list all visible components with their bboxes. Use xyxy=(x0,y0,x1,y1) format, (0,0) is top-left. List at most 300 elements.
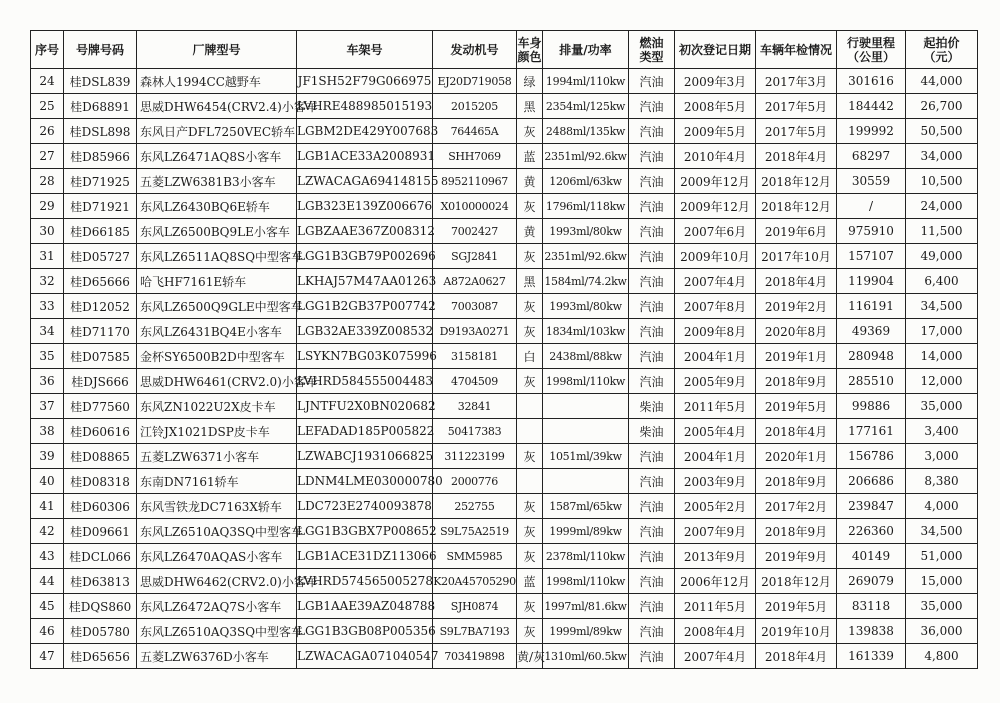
cell-first-registration-date: 2008年4月 xyxy=(675,619,756,644)
cell-plate-number: 桂D12052 xyxy=(64,294,137,319)
cell-first-registration-date: 2009年12月 xyxy=(675,194,756,219)
cell-starting-price: 12,000 xyxy=(906,369,978,394)
cell-displacement-power: 1998ml/110kw xyxy=(543,569,629,594)
cell-fuel-type: 汽油 xyxy=(629,344,675,369)
cell-first-registration-date: 2005年2月 xyxy=(675,494,756,519)
cell-annual-inspection: 2019年10月 xyxy=(756,619,837,644)
cell-starting-price: 34,500 xyxy=(906,519,978,544)
cell-starting-price: 4,000 xyxy=(906,494,978,519)
cell-vin: LDC723E2740093878 xyxy=(297,494,433,519)
cell-plate-number: 桂D60616 xyxy=(64,419,137,444)
table-row xyxy=(31,119,978,144)
cell-fuel-type: 汽油 xyxy=(629,319,675,344)
cell-index: 39 xyxy=(31,444,64,469)
cell-fuel-type: 汽油 xyxy=(629,494,675,519)
cell-fuel-type: 汽油 xyxy=(629,169,675,194)
cell-plate-number: 桂D71925 xyxy=(64,169,137,194)
cell-displacement-power: 1206ml/63kw xyxy=(543,169,629,194)
cell-annual-inspection: 2018年12月 xyxy=(756,169,837,194)
cell-plate-number: 桂D66185 xyxy=(64,219,137,244)
cell-plate-number: 桂D65656 xyxy=(64,644,137,669)
cell-body-color: 灰 xyxy=(517,619,543,644)
cell-fuel-type: 汽油 xyxy=(629,269,675,294)
cell-body-color: 灰 xyxy=(517,494,543,519)
cell-vin: LDNM4LME030000780 xyxy=(297,469,433,494)
cell-engine-number: 764465A xyxy=(433,119,517,144)
cell-first-registration-date: 2011年5月 xyxy=(675,394,756,419)
cell-first-registration-date: 2013年9月 xyxy=(675,544,756,569)
cell-fuel-type: 汽油 xyxy=(629,194,675,219)
cell-brand-model: 金杯SY6500B2D中型客车 xyxy=(137,344,297,369)
cell-brand-model: 东风LZ6500BQ9LE小客车 xyxy=(137,219,297,244)
cell-starting-price: 34,500 xyxy=(906,294,978,319)
cell-brand-model: 东风LZ6471AQ8S小客车 xyxy=(137,144,297,169)
cell-body-color xyxy=(517,419,543,444)
cell-vin: LGB32AE339Z008532 xyxy=(297,319,433,344)
cell-starting-price: 36,000 xyxy=(906,619,978,644)
cell-engine-number: X010000024 xyxy=(433,194,517,219)
table-header xyxy=(31,31,978,69)
cell-body-color: 黄 xyxy=(517,169,543,194)
cell-plate-number: 桂DQS860 xyxy=(64,594,137,619)
cell-fuel-type: 汽油 xyxy=(629,119,675,144)
cell-plate-number: 桂D71921 xyxy=(64,194,137,219)
cell-body-color: 灰 xyxy=(517,119,543,144)
cell-plate-number: 桂D65666 xyxy=(64,269,137,294)
cell-vin: LVHRD584555004483 xyxy=(297,369,433,394)
cell-brand-model: 东风LZ6510AQ3SQ中型客车 xyxy=(137,519,297,544)
table-row xyxy=(31,94,978,119)
cell-mileage: 157107 xyxy=(837,244,906,269)
cell-starting-price: 50,500 xyxy=(906,119,978,144)
cell-fuel-type: 汽油 xyxy=(629,294,675,319)
table-row xyxy=(31,69,978,94)
cell-mileage: 184442 xyxy=(837,94,906,119)
cell-mileage: 99886 xyxy=(837,394,906,419)
cell-annual-inspection: 2019年1月 xyxy=(756,344,837,369)
table-row xyxy=(31,644,978,669)
cell-mileage: 226360 xyxy=(837,519,906,544)
cell-body-color: 绿 xyxy=(517,69,543,94)
header-starting-price: 起拍价 （元） xyxy=(906,31,978,69)
cell-plate-number: 桂D71170 xyxy=(64,319,137,344)
cell-engine-number: 311223199 xyxy=(433,444,517,469)
cell-fuel-type: 汽油 xyxy=(629,594,675,619)
cell-annual-inspection: 2019年5月 xyxy=(756,594,837,619)
cell-mileage: 206686 xyxy=(837,469,906,494)
cell-engine-number: SJH0874 xyxy=(433,594,517,619)
cell-fuel-type: 汽油 xyxy=(629,69,675,94)
cell-first-registration-date: 2005年4月 xyxy=(675,419,756,444)
cell-mileage: 49369 xyxy=(837,319,906,344)
cell-annual-inspection: 2018年9月 xyxy=(756,469,837,494)
cell-annual-inspection: 2018年4月 xyxy=(756,144,837,169)
cell-plate-number: 桂D05727 xyxy=(64,244,137,269)
cell-annual-inspection: 2019年6月 xyxy=(756,219,837,244)
cell-starting-price: 11,500 xyxy=(906,219,978,244)
cell-plate-number: 桂D08865 xyxy=(64,444,137,469)
cell-fuel-type: 汽油 xyxy=(629,94,675,119)
cell-starting-price: 34,000 xyxy=(906,144,978,169)
cell-index: 33 xyxy=(31,294,64,319)
cell-vin: LGBM2DE429Y007683 xyxy=(297,119,433,144)
cell-first-registration-date: 2009年12月 xyxy=(675,169,756,194)
cell-index: 35 xyxy=(31,344,64,369)
cell-displacement-power: 1998ml/110kw xyxy=(543,369,629,394)
cell-displacement-power: 1993ml/80kw xyxy=(543,294,629,319)
cell-brand-model: 江铃JX1021DSP皮卡车 xyxy=(137,419,297,444)
cell-brand-model: 思威DHW6462(CRV2.0)小客车 xyxy=(137,569,297,594)
cell-first-registration-date: 2007年4月 xyxy=(675,269,756,294)
cell-plate-number: 桂D60306 xyxy=(64,494,137,519)
cell-first-registration-date: 2004年1月 xyxy=(675,344,756,369)
cell-mileage: 177161 xyxy=(837,419,906,444)
cell-vin: LEFADAD185P005822 xyxy=(297,419,433,444)
cell-engine-number: S9L75A2519 xyxy=(433,519,517,544)
vehicle-auction-table xyxy=(30,30,978,669)
cell-annual-inspection: 2018年4月 xyxy=(756,419,837,444)
cell-brand-model: 五菱LZW6376D小客车 xyxy=(137,644,297,669)
cell-brand-model: 东风雪铁龙DC7163X轿车 xyxy=(137,494,297,519)
cell-brand-model: 东风ZN1022U2X皮卡车 xyxy=(137,394,297,419)
cell-index: 31 xyxy=(31,244,64,269)
table-row xyxy=(31,194,978,219)
cell-displacement-power: 2438ml/88kw xyxy=(543,344,629,369)
cell-plate-number: 桂D07585 xyxy=(64,344,137,369)
cell-starting-price: 49,000 xyxy=(906,244,978,269)
cell-body-color: 黑 xyxy=(517,269,543,294)
cell-displacement-power: 1994ml/110kw xyxy=(543,69,629,94)
table-row xyxy=(31,544,978,569)
cell-body-color: 灰 xyxy=(517,369,543,394)
cell-engine-number: 32841 xyxy=(433,394,517,419)
cell-index: 45 xyxy=(31,594,64,619)
table-row xyxy=(31,419,978,444)
cell-index: 46 xyxy=(31,619,64,644)
cell-vin: LJNTFU2X0BN020682 xyxy=(297,394,433,419)
cell-brand-model: 思威DHW6461(CRV2.0)小客车 xyxy=(137,369,297,394)
cell-vin: LGG1B3GB08P005356 xyxy=(297,619,433,644)
cell-index: 27 xyxy=(31,144,64,169)
cell-first-registration-date: 2007年8月 xyxy=(675,294,756,319)
cell-vin: LGG1B3GBX7P008652 xyxy=(297,519,433,544)
cell-mileage: 239847 xyxy=(837,494,906,519)
table-row xyxy=(31,169,978,194)
cell-starting-price: 8,380 xyxy=(906,469,978,494)
cell-engine-number: SHH7069 xyxy=(433,144,517,169)
cell-displacement-power: 1999ml/89kw xyxy=(543,619,629,644)
cell-first-registration-date: 2003年9月 xyxy=(675,469,756,494)
cell-mileage: 301616 xyxy=(837,69,906,94)
cell-plate-number: 桂D09661 xyxy=(64,519,137,544)
cell-vin: LGBZAAE367Z008312 xyxy=(297,219,433,244)
cell-brand-model: 东风日产DFL7250VEC轿车 xyxy=(137,119,297,144)
cell-starting-price: 51,000 xyxy=(906,544,978,569)
cell-brand-model: 东风LZ6472AQ7S小客车 xyxy=(137,594,297,619)
cell-brand-model: 五菱LZW6371小客车 xyxy=(137,444,297,469)
table-row xyxy=(31,444,978,469)
table-row xyxy=(31,519,978,544)
cell-displacement-power: 1310ml/60.5kw xyxy=(543,644,629,669)
cell-starting-price: 44,000 xyxy=(906,69,978,94)
cell-index: 47 xyxy=(31,644,64,669)
cell-displacement-power: 1796ml/118kw xyxy=(543,194,629,219)
cell-mileage: 68297 xyxy=(837,144,906,169)
cell-plate-number: 桂DSL898 xyxy=(64,119,137,144)
cell-index: 42 xyxy=(31,519,64,544)
cell-first-registration-date: 2009年8月 xyxy=(675,319,756,344)
cell-mileage: 139838 xyxy=(837,619,906,644)
cell-engine-number: S9L7BA7193 xyxy=(433,619,517,644)
header-brand-model: 厂牌型号 xyxy=(137,31,297,69)
cell-vin: LGB1AAE39AZ048788 xyxy=(297,594,433,619)
cell-annual-inspection: 2018年4月 xyxy=(756,644,837,669)
cell-first-registration-date: 2010年4月 xyxy=(675,144,756,169)
cell-fuel-type: 汽油 xyxy=(629,219,675,244)
cell-body-color: 蓝 xyxy=(517,569,543,594)
cell-index: 43 xyxy=(31,544,64,569)
cell-starting-price: 3,400 xyxy=(906,419,978,444)
cell-body-color: 黑 xyxy=(517,94,543,119)
cell-mileage: 269079 xyxy=(837,569,906,594)
cell-plate-number: 桂DCL066 xyxy=(64,544,137,569)
cell-fuel-type: 汽油 xyxy=(629,544,675,569)
cell-brand-model: 东风LZ6510AQ3SQ中型客车 xyxy=(137,619,297,644)
cell-starting-price: 17,000 xyxy=(906,319,978,344)
cell-annual-inspection: 2019年5月 xyxy=(756,394,837,419)
cell-annual-inspection: 2017年10月 xyxy=(756,244,837,269)
cell-engine-number: 2015205 xyxy=(433,94,517,119)
cell-starting-price: 10,500 xyxy=(906,169,978,194)
cell-fuel-type: 汽油 xyxy=(629,519,675,544)
cell-body-color: 灰 xyxy=(517,244,543,269)
cell-body-color: 灰 xyxy=(517,594,543,619)
cell-engine-number: A872A0627 xyxy=(433,269,517,294)
cell-fuel-type: 汽油 xyxy=(629,469,675,494)
cell-engine-number: 703419898 xyxy=(433,644,517,669)
cell-annual-inspection: 2018年9月 xyxy=(756,369,837,394)
cell-annual-inspection: 2017年3月 xyxy=(756,69,837,94)
cell-starting-price: 6,400 xyxy=(906,269,978,294)
cell-vin: LZWACAGA694148155 xyxy=(297,169,433,194)
cell-vin: LGB1ACE33A2008931 xyxy=(297,144,433,169)
cell-body-color: 黄 xyxy=(517,219,543,244)
cell-vin: LZWACAGA071040547 xyxy=(297,644,433,669)
cell-displacement-power: 1993ml/80kw xyxy=(543,219,629,244)
header-vin: 车架号 xyxy=(297,31,433,69)
cell-brand-model: 五菱LZW6381B3小客车 xyxy=(137,169,297,194)
header-first-registration-date: 初次登记日期 xyxy=(675,31,756,69)
cell-mileage: 40149 xyxy=(837,544,906,569)
cell-engine-number: 2000776 xyxy=(433,469,517,494)
table-row xyxy=(31,344,978,369)
header-index: 序号 xyxy=(31,31,64,69)
cell-body-color xyxy=(517,394,543,419)
cell-first-registration-date: 2007年9月 xyxy=(675,519,756,544)
cell-body-color: 黄/灰 xyxy=(517,644,543,669)
cell-plate-number: 桂D77560 xyxy=(64,394,137,419)
cell-mileage: 975910 xyxy=(837,219,906,244)
cell-first-registration-date: 2009年3月 xyxy=(675,69,756,94)
cell-index: 34 xyxy=(31,319,64,344)
cell-displacement-power: 2378ml/110kw xyxy=(543,544,629,569)
cell-mileage: 156786 xyxy=(837,444,906,469)
header-displacement-power: 排量/功率 xyxy=(543,31,629,69)
cell-brand-model: 哈飞HF7161E轿车 xyxy=(137,269,297,294)
cell-first-registration-date: 2006年12月 xyxy=(675,569,756,594)
cell-plate-number: 桂D63813 xyxy=(64,569,137,594)
cell-plate-number: 桂D85966 xyxy=(64,144,137,169)
cell-body-color: 蓝 xyxy=(517,144,543,169)
cell-engine-number: K20A45705290 xyxy=(433,569,517,594)
cell-starting-price: 35,000 xyxy=(906,594,978,619)
cell-mileage: 280948 xyxy=(837,344,906,369)
header-engine-number: 发动机号 xyxy=(433,31,517,69)
cell-vin: LGB1ACE31DZ113066 xyxy=(297,544,433,569)
cell-index: 24 xyxy=(31,69,64,94)
cell-index: 38 xyxy=(31,419,64,444)
cell-index: 40 xyxy=(31,469,64,494)
cell-index: 44 xyxy=(31,569,64,594)
cell-fuel-type: 汽油 xyxy=(629,644,675,669)
cell-fuel-type: 汽油 xyxy=(629,619,675,644)
cell-mileage: 161339 xyxy=(837,644,906,669)
cell-vin: LGB323E139Z006676 xyxy=(297,194,433,219)
cell-first-registration-date: 2009年10月 xyxy=(675,244,756,269)
cell-fuel-type: 汽油 xyxy=(629,144,675,169)
cell-annual-inspection: 2017年2月 xyxy=(756,494,837,519)
cell-displacement-power xyxy=(543,419,629,444)
cell-plate-number: 桂D08318 xyxy=(64,469,137,494)
table-row xyxy=(31,619,978,644)
cell-starting-price: 24,000 xyxy=(906,194,978,219)
cell-body-color: 灰 xyxy=(517,519,543,544)
cell-body-color: 灰 xyxy=(517,444,543,469)
cell-body-color: 灰 xyxy=(517,194,543,219)
table-row xyxy=(31,394,978,419)
cell-body-color: 灰 xyxy=(517,319,543,344)
cell-starting-price: 3,000 xyxy=(906,444,978,469)
cell-displacement-power: 1587ml/65kw xyxy=(543,494,629,519)
header-body-color: 车身 颜色 xyxy=(517,31,543,69)
cell-brand-model: 森林人1994CC越野车 xyxy=(137,69,297,94)
cell-starting-price: 35,000 xyxy=(906,394,978,419)
table-row xyxy=(31,269,978,294)
cell-index: 41 xyxy=(31,494,64,519)
cell-mileage: / xyxy=(837,194,906,219)
cell-vin: LVHRE488985015193 xyxy=(297,94,433,119)
cell-brand-model: 思威DHW6454(CRV2.4)小客车 xyxy=(137,94,297,119)
cell-displacement-power: 2351ml/92.6kw xyxy=(543,244,629,269)
cell-vin: LGG1B3GB79P002696 xyxy=(297,244,433,269)
cell-annual-inspection: 2017年5月 xyxy=(756,94,837,119)
cell-brand-model: 东风LZ6431BQ4E小客车 xyxy=(137,319,297,344)
cell-displacement-power xyxy=(543,469,629,494)
cell-plate-number: 桂D68891 xyxy=(64,94,137,119)
cell-engine-number: D9193A0271 xyxy=(433,319,517,344)
cell-index: 28 xyxy=(31,169,64,194)
cell-engine-number: SGJ2841 xyxy=(433,244,517,269)
cell-engine-number: 7003087 xyxy=(433,294,517,319)
cell-displacement-power: 2351ml/92.6kw xyxy=(543,144,629,169)
cell-annual-inspection: 2018年12月 xyxy=(756,569,837,594)
cell-first-registration-date: 2004年1月 xyxy=(675,444,756,469)
cell-displacement-power xyxy=(543,394,629,419)
header-fuel-type: 燃油 类型 xyxy=(629,31,675,69)
table-row xyxy=(31,219,978,244)
table-row xyxy=(31,494,978,519)
cell-engine-number: 8952110967 xyxy=(433,169,517,194)
cell-first-registration-date: 2007年6月 xyxy=(675,219,756,244)
table-row xyxy=(31,569,978,594)
cell-body-color: 灰 xyxy=(517,294,543,319)
cell-engine-number: 3158181 xyxy=(433,344,517,369)
cell-starting-price: 15,000 xyxy=(906,569,978,594)
cell-first-registration-date: 2008年5月 xyxy=(675,94,756,119)
cell-annual-inspection: 2020年1月 xyxy=(756,444,837,469)
cell-brand-model: 东风LZ6511AQ8SQ中型客车 xyxy=(137,244,297,269)
cell-index: 26 xyxy=(31,119,64,144)
cell-starting-price: 14,000 xyxy=(906,344,978,369)
cell-annual-inspection: 2018年4月 xyxy=(756,269,837,294)
table-row xyxy=(31,244,978,269)
cell-annual-inspection: 2019年2月 xyxy=(756,294,837,319)
cell-index: 36 xyxy=(31,369,64,394)
cell-engine-number: 50417383 xyxy=(433,419,517,444)
header-annual-inspection: 车辆年检情况 xyxy=(756,31,837,69)
table-row xyxy=(31,294,978,319)
cell-plate-number: 桂DSL839 xyxy=(64,69,137,94)
cell-mileage: 285510 xyxy=(837,369,906,394)
cell-vin: LSYKN7BG03K075996 xyxy=(297,344,433,369)
cell-first-registration-date: 2009年5月 xyxy=(675,119,756,144)
cell-vin: LVHRD574565005278 xyxy=(297,569,433,594)
cell-first-registration-date: 2011年5月 xyxy=(675,594,756,619)
cell-engine-number: 4704509 xyxy=(433,369,517,394)
cell-brand-model: 东南DN7161轿车 xyxy=(137,469,297,494)
cell-annual-inspection: 2020年8月 xyxy=(756,319,837,344)
cell-displacement-power: 1834ml/103kw xyxy=(543,319,629,344)
cell-first-registration-date: 2005年9月 xyxy=(675,369,756,394)
cell-vin: LKHAJ57M47AA01263 xyxy=(297,269,433,294)
cell-vin: LGG1B2GB37P007742 xyxy=(297,294,433,319)
table-row xyxy=(31,469,978,494)
cell-displacement-power: 1051ml/39kw xyxy=(543,444,629,469)
cell-first-registration-date: 2007年4月 xyxy=(675,644,756,669)
cell-engine-number: 7002427 xyxy=(433,219,517,244)
cell-fuel-type: 柴油 xyxy=(629,394,675,419)
cell-mileage: 116191 xyxy=(837,294,906,319)
table-row xyxy=(31,144,978,169)
cell-displacement-power: 1584ml/74.2kw xyxy=(543,269,629,294)
cell-engine-number: 252755 xyxy=(433,494,517,519)
cell-index: 37 xyxy=(31,394,64,419)
cell-vin: LZWABCJ1931066825 xyxy=(297,444,433,469)
header-mileage: 行驶里程 （公里） xyxy=(837,31,906,69)
cell-displacement-power: 1997ml/81.6kw xyxy=(543,594,629,619)
cell-body-color: 白 xyxy=(517,344,543,369)
table-row xyxy=(31,319,978,344)
cell-annual-inspection: 2018年9月 xyxy=(756,519,837,544)
cell-plate-number: 桂D05780 xyxy=(64,619,137,644)
cell-annual-inspection: 2017年5月 xyxy=(756,119,837,144)
cell-vin: JF1SH52F79G066975 xyxy=(297,69,433,94)
cell-brand-model: 东风LZ6500Q9GLE中型客车 xyxy=(137,294,297,319)
cell-starting-price: 26,700 xyxy=(906,94,978,119)
cell-mileage: 83118 xyxy=(837,594,906,619)
cell-fuel-type: 汽油 xyxy=(629,444,675,469)
cell-index: 25 xyxy=(31,94,64,119)
